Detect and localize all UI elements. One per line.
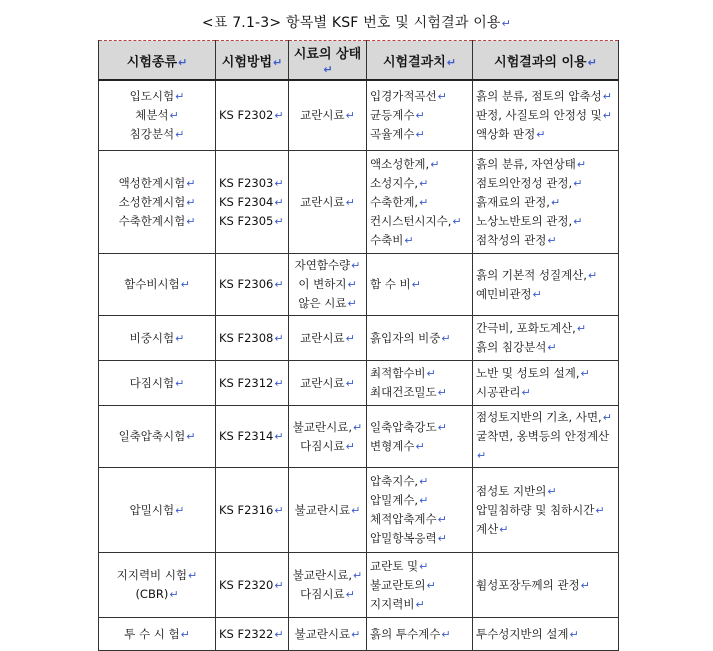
cell-test-method	[216, 406, 289, 468]
cell-result-usage	[473, 468, 619, 553]
cell-line: 노반 및 성토의 설계,↵	[476, 366, 590, 380]
header-result-usage: 시험결과의 이용↵	[473, 41, 619, 81]
cell-line: 흙의 침강분석↵	[476, 340, 557, 354]
cell-line: 최대건조밀도↵	[370, 385, 447, 399]
cell-sample-state	[289, 553, 367, 618]
table-row	[99, 618, 619, 651]
table-row	[99, 553, 619, 618]
cell-line: KS F2320↵	[219, 577, 284, 592]
cell-line: 소성한계시험↵	[118, 194, 196, 209]
cell-sample-state	[289, 361, 367, 406]
test-results-table	[98, 40, 619, 651]
cell-line: 균등계수↵	[370, 108, 425, 122]
cell-line: 교란시료↵	[300, 375, 355, 390]
cell-line: 입도시험↵	[129, 89, 185, 103]
table-row	[99, 80, 619, 151]
cell-line: KS F2302↵	[219, 108, 284, 122]
cell-test-type	[99, 618, 216, 651]
cell-line: 흙재료의 관정,↵	[476, 194, 561, 209]
cell-line: 흙입자의 비중↵	[370, 330, 451, 345]
cell-test-result	[367, 468, 473, 553]
cell-line: 계산↵	[476, 521, 509, 536]
cell-line: 점성토 지반의↵	[476, 483, 557, 498]
table-row	[99, 406, 619, 468]
table-row	[99, 468, 619, 553]
cell-test-result	[367, 316, 473, 361]
cell-line: 흙의 분류, 자연상태↵	[476, 156, 587, 171]
cell-test-method	[216, 151, 289, 254]
cell-line: 압축지수,↵	[370, 474, 429, 488]
cell-sample-state	[289, 151, 367, 254]
cell-line: 교란시료↵	[300, 330, 355, 345]
cell-line: 다짐시료↵	[300, 438, 355, 453]
cell-test-method	[216, 553, 289, 618]
cell-line: 흙의 분류, 점토의 압축성↵	[476, 89, 612, 103]
table-row	[99, 316, 619, 361]
cell-line: 휨성포장두께의 관정↵	[476, 577, 590, 592]
header-test-method: 시험방법↵	[216, 41, 289, 81]
cell-result-usage	[473, 316, 619, 361]
table-row	[99, 151, 619, 254]
cell-line: 액상화 판정↵	[476, 127, 546, 141]
cell-line: 교란시료↵	[300, 108, 355, 122]
cell-test-type	[99, 151, 216, 254]
cell-result-usage	[473, 361, 619, 406]
cell-test-type	[99, 468, 216, 553]
cell-test-method	[216, 618, 289, 651]
cell-sample-state	[289, 316, 367, 361]
cell-line: 투 수 시 험↵	[124, 626, 190, 641]
cell-line: 불교란시료,↵	[292, 568, 363, 582]
cell-result-usage	[473, 254, 619, 316]
cell-line: 소성지수,↵	[370, 175, 429, 190]
cell-test-type	[99, 316, 216, 361]
cell-line: 흙의 투수계수↵	[370, 626, 451, 641]
cell-line: 일축압축시험↵	[118, 429, 196, 443]
cell-line: 지지력비 시험↵	[116, 568, 198, 582]
cell-test-result	[367, 151, 473, 254]
cell-test-type	[99, 361, 216, 406]
table-row	[99, 254, 619, 316]
cell-line: 점착성의 관정↵	[476, 232, 557, 247]
cell-line: KS F2322↵	[219, 626, 284, 641]
cell-test-type	[99, 553, 216, 618]
cell-sample-state	[289, 618, 367, 651]
header-sample-state: 시료의 상태↵	[289, 41, 367, 81]
cell-line: 최적함수비↵	[370, 366, 436, 380]
cell-test-type	[99, 406, 216, 468]
cell-line: 흙의 기본적 성질계산,↵	[476, 267, 598, 282]
cell-test-method	[216, 80, 289, 151]
cell-line: 자연함수량↵	[294, 258, 361, 272]
cell-line: 점토의안정성 관정,↵	[476, 175, 583, 190]
cell-line: (CBR)↵	[135, 587, 179, 601]
cell-line: 판정, 사질토의 안정성 및↵	[476, 108, 612, 122]
cell-line: KS F2308↵	[219, 330, 284, 345]
cell-line: KS F2303↵	[219, 175, 284, 190]
cell-line: 곡율계수↵	[370, 127, 425, 141]
cell-line: 다짐시험↵	[129, 375, 185, 390]
cell-line: 점성토지반의 기초, 사면,↵	[476, 410, 612, 424]
cell-line: KS F2305↵	[219, 213, 284, 228]
cell-line: 수축한계시험↵	[118, 213, 196, 228]
cell-test-result	[367, 80, 473, 151]
cell-sample-state	[289, 254, 367, 316]
cell-line: 불교란시료↵	[294, 626, 361, 641]
cell-line: 간극비, 포화도계산,↵	[476, 321, 587, 335]
cell-result-usage	[473, 618, 619, 651]
cell-line: 시공관리↵	[476, 385, 531, 399]
cell-result-usage	[473, 406, 619, 468]
cell-test-method	[216, 468, 289, 553]
cell-line: 않은 시료↵	[298, 296, 357, 310]
cell-result-usage	[473, 80, 619, 151]
cell-line: 지지력비↵	[370, 596, 425, 611]
cell-line: KS F2312↵	[219, 375, 284, 390]
cell-line: 침강분석↵	[129, 127, 185, 141]
cell-sample-state	[289, 468, 367, 553]
cell-line: 함 수 비↵	[370, 277, 421, 291]
cell-test-method	[216, 361, 289, 406]
cell-line: 굴착면, 옹벽등의 안정계산↵	[476, 429, 610, 462]
cell-line: 압밀항복응력↵	[370, 531, 447, 545]
cell-line: 압밀침하량 및 침하시간↵	[476, 502, 605, 517]
cell-line: 압밀계수,↵	[370, 493, 429, 507]
cell-test-type	[99, 254, 216, 316]
cell-line: KS F2306↵	[219, 277, 284, 291]
cell-line: 투수성지반의 설계↵	[476, 626, 579, 641]
cell-line: 함수비시험↵	[124, 277, 190, 291]
cell-test-method	[216, 316, 289, 361]
table-caption: <표 7.1-3> 항목별 KSF 번호 및 시험결과 이용↵	[201, 15, 512, 31]
cell-line: 비중시험↵	[129, 330, 185, 345]
cell-sample-state	[289, 80, 367, 151]
cell-test-result	[367, 361, 473, 406]
cell-line: 액소성한계,↵	[370, 156, 440, 171]
cell-test-result	[367, 406, 473, 468]
cell-line: 예민비관정↵	[476, 286, 542, 301]
cell-line: 컨시스턴시지수,↵	[370, 213, 462, 228]
cell-test-result	[367, 254, 473, 316]
cell-line: 변형계수↵	[370, 438, 425, 453]
cell-sample-state	[289, 406, 367, 468]
cell-test-result	[367, 553, 473, 618]
cell-line: 액성한계시험↵	[118, 175, 196, 190]
cell-line: 불교란시료↵	[294, 502, 361, 517]
cell-line: 교란토 및↵	[370, 558, 429, 573]
header-row	[99, 41, 619, 81]
cell-line: 불교란시료,↵	[292, 419, 363, 434]
cell-test-result	[367, 618, 473, 651]
cell-line: 체분석↵	[135, 108, 179, 122]
cell-line: KS F2316↵	[219, 502, 284, 517]
cell-line: KS F2304↵	[219, 194, 284, 209]
cell-line: 입경가적곡선↵	[370, 89, 447, 103]
cell-line: 압밀시험↵	[129, 502, 185, 517]
table-row	[99, 361, 619, 406]
cell-result-usage	[473, 151, 619, 254]
cell-line: 일축압축강도↵	[370, 419, 447, 434]
header-test-result: 시험결과치↵	[367, 41, 473, 81]
cell-line: 수축비↵	[370, 232, 414, 247]
cell-line: 이 변하지↵	[298, 277, 357, 291]
cell-line: 체적압축계수↵	[370, 512, 447, 526]
header-test-type: 시험종류↵	[99, 41, 216, 81]
cell-line: 교란시료↵	[300, 194, 355, 209]
cell-test-type	[99, 80, 216, 151]
cell-line: 수축한계,↵	[370, 194, 429, 209]
cell-line: KS F2314↵	[219, 429, 284, 443]
cell-line: 다짐시료↵	[300, 587, 355, 601]
cell-line: 노상노반토의 관정,↵	[476, 213, 583, 228]
cell-test-method	[216, 254, 289, 316]
cell-line: 불교란토의↵	[370, 577, 436, 592]
cell-result-usage	[473, 553, 619, 618]
